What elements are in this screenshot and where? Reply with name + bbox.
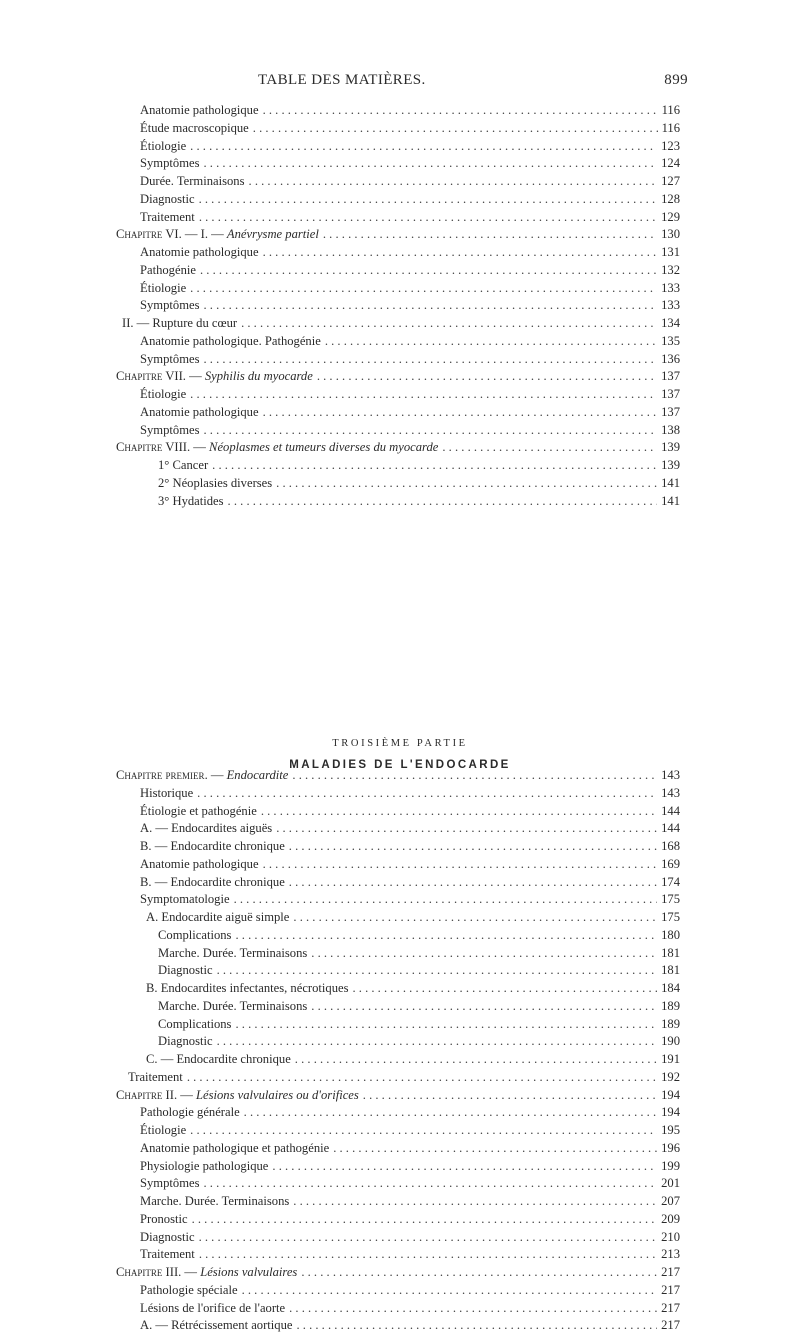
toc-page-number: 168 — [661, 839, 680, 853]
entry-text: VII. — — [162, 369, 205, 384]
toc-entry — [116, 404, 680, 422]
toc-entry-title — [140, 874, 285, 892]
toc-page-number: 136 — [661, 351, 680, 366]
toc-page-number: 141 — [661, 475, 680, 490]
toc-page-number: 137 — [661, 369, 680, 384]
dot-leader — [203, 1175, 657, 1193]
toc-page-number: 143 — [661, 768, 680, 782]
toc-page-number: 175 — [661, 892, 680, 907]
toc-entry — [116, 439, 680, 457]
toc-page-number: 144 — [661, 803, 680, 818]
dot-leader — [272, 1158, 657, 1176]
toc-entry — [116, 457, 680, 475]
toc-entry-title — [140, 856, 259, 874]
part-label: TROISIÈME PARTIE — [332, 738, 468, 749]
toc-page-number: 116 — [661, 120, 680, 135]
toc-entry-title — [140, 138, 186, 156]
dot-leader — [293, 909, 657, 927]
toc-entry — [116, 998, 680, 1016]
entry-text: Diagnostic — [140, 191, 195, 206]
entry-text: II. — — [162, 1087, 196, 1102]
toc-entry — [116, 1317, 680, 1335]
toc-entry — [116, 1016, 680, 1034]
dot-leader — [203, 297, 657, 315]
dot-leader — [212, 457, 657, 475]
toc-page-number: 174 — [661, 874, 680, 889]
entry-text: Pathogénie — [140, 262, 196, 277]
entry-text: Étiologie — [140, 138, 187, 153]
toc-entry-title — [140, 1229, 195, 1247]
toc-entry-title — [158, 927, 231, 945]
toc-entry-title — [140, 280, 186, 298]
toc-page-number: 128 — [661, 191, 680, 206]
toc-page-number: 132 — [661, 262, 680, 277]
toc-page-number: 139 — [661, 440, 680, 455]
toc-page-number: 217 — [661, 1300, 680, 1315]
toc-page-number: 139 — [661, 458, 680, 472]
toc-entry — [116, 838, 680, 856]
toc-entry-title — [140, 422, 199, 440]
toc-entry-title — [158, 998, 307, 1016]
toc-entry — [116, 226, 680, 244]
toc-entry-title — [140, 1193, 289, 1211]
entry-text: Diagnostic — [158, 1034, 213, 1049]
dot-leader — [190, 1122, 657, 1140]
toc-entry — [116, 980, 680, 998]
dot-leader — [228, 493, 658, 511]
toc-page-number: 194 — [661, 1087, 680, 1102]
dot-leader — [296, 1317, 657, 1335]
dot-leader — [293, 1193, 657, 1211]
toc-entry-title — [158, 493, 224, 511]
toc-page-number: 133 — [661, 298, 680, 313]
dot-leader — [263, 244, 658, 262]
entry-text: Symptômes — [140, 422, 200, 437]
entry-text: . — — [204, 768, 227, 782]
toc-page-number: 181 — [661, 945, 680, 960]
toc-entry — [116, 493, 680, 511]
toc-page-number: 131 — [661, 245, 680, 259]
toc-entry — [116, 1158, 680, 1176]
entry-text: Complications — [158, 1016, 232, 1031]
toc-page-number: 137 — [661, 404, 680, 419]
toc-page-number: 184 — [661, 981, 680, 995]
chapter-title: Syphilis du myocarde — [204, 369, 313, 384]
toc-entry — [116, 351, 680, 369]
dot-leader — [199, 1229, 658, 1247]
dot-leader — [442, 439, 657, 457]
entry-text: Physiologie pathologique — [140, 1158, 269, 1173]
toc-page-number: 175 — [661, 910, 680, 924]
toc-page-number: 123 — [661, 138, 680, 153]
toc-page-number: 138 — [661, 422, 680, 437]
toc-entry-title — [140, 191, 195, 209]
toc-entry — [116, 945, 680, 963]
toc-page-number: 133 — [661, 280, 680, 295]
entry-text: Symptômes — [140, 1176, 200, 1191]
toc-entry-title — [140, 351, 199, 369]
toc-entry-title — [158, 457, 208, 475]
dot-leader — [253, 120, 658, 138]
toc-page-number: 189 — [661, 998, 680, 1013]
entry-text: Étiologie — [140, 1123, 187, 1137]
toc-entry-title — [140, 891, 230, 909]
chapter-title: Lésions valvulaires ou d'orifices — [195, 1087, 359, 1102]
toc-page-number: 192 — [661, 1069, 680, 1084]
chapter-label: Chapitre — [116, 1265, 163, 1279]
dot-leader — [200, 262, 657, 280]
toc-page-number: 190 — [661, 1034, 680, 1049]
entry-text: Durée. Terminaisons — [140, 174, 245, 188]
running-header — [258, 72, 688, 92]
toc-entry-title — [140, 1211, 188, 1229]
entry-text: Diagnostic — [140, 1229, 195, 1244]
toc-page-number: 137 — [661, 387, 680, 401]
chapter-title: Anévrysme partiel — [226, 227, 319, 242]
toc-entry — [116, 1122, 680, 1140]
toc-entry-title — [140, 820, 272, 838]
part-title: MALADIES DE L'ENDOCARDE — [289, 759, 511, 771]
entry-text: Historique — [140, 785, 194, 800]
toc-entry-title — [116, 767, 288, 785]
toc-entry-title — [140, 173, 245, 191]
entry-text: Complications — [158, 927, 232, 942]
chapter-title: Endocardite — [226, 768, 289, 782]
entry-text: Anatomie pathologique. Pathogénie — [140, 333, 321, 348]
dot-leader — [263, 404, 658, 422]
toc-entry — [116, 191, 680, 209]
header-title: TABLE DES MATIÈRES. — [258, 72, 426, 88]
toc-entry-title — [116, 226, 319, 244]
entry-text: Symptômes — [140, 351, 200, 366]
entry-text: B. — Endocardite chronique — [140, 874, 285, 889]
dot-leader — [311, 998, 657, 1016]
header-page-number: 899 — [664, 72, 688, 88]
toc-entry-title — [140, 785, 193, 803]
entry-text: 1° Cancer — [158, 458, 209, 472]
toc-entry — [116, 785, 680, 803]
toc-entry — [116, 927, 680, 945]
chapter-label: Chapitre — [116, 369, 163, 384]
dot-leader — [203, 351, 657, 369]
toc-entry-title — [116, 1087, 359, 1105]
dot-leader — [190, 280, 657, 298]
dot-leader — [203, 155, 657, 173]
toc-entry — [116, 1193, 680, 1211]
dot-leader — [333, 1140, 657, 1158]
toc-entry-title — [140, 120, 249, 138]
dot-leader — [187, 1069, 657, 1087]
entry-text: B. Endocardites infectantes, nécrotiques — [146, 981, 349, 995]
entry-text: Marche. Durée. Terminaisons — [158, 998, 308, 1013]
toc-page-number: 210 — [661, 1229, 680, 1244]
toc-page-number: 191 — [661, 1052, 680, 1066]
toc-entry-title — [140, 244, 259, 262]
toc-entry-title — [158, 945, 307, 963]
dot-leader — [199, 209, 657, 227]
dot-leader — [197, 785, 657, 803]
toc-entry — [116, 1211, 680, 1229]
toc-section-2nd-part-continued — [116, 102, 680, 510]
dot-leader — [242, 1282, 658, 1300]
toc-entry — [116, 1140, 680, 1158]
entry-text: C. — Endocardite chronique — [146, 1052, 291, 1066]
toc-entry — [116, 422, 680, 440]
dot-leader — [192, 1211, 658, 1229]
toc-entry — [116, 368, 680, 386]
toc-entry-title — [140, 1317, 292, 1335]
toc-entry-title — [140, 262, 196, 280]
toc-entry — [116, 874, 680, 892]
toc-page-number: 169 — [661, 856, 680, 871]
toc-entry — [116, 1229, 680, 1247]
dot-leader — [190, 386, 657, 404]
toc-entry-title — [146, 980, 348, 998]
toc-page-number: 180 — [661, 927, 680, 942]
toc-entry-title — [140, 1300, 285, 1318]
toc-entry-title — [140, 1282, 238, 1300]
dot-leader — [249, 173, 658, 191]
toc-entry — [116, 1051, 680, 1069]
entry-text: Pathologie spéciale — [140, 1282, 238, 1297]
toc-page-number: 181 — [661, 963, 680, 978]
toc-entry — [116, 909, 680, 927]
dot-leader — [263, 102, 658, 120]
dot-leader — [295, 1051, 657, 1069]
toc-page-number: 135 — [661, 333, 680, 348]
toc-entry-title — [140, 838, 285, 856]
toc-entry-title — [116, 439, 438, 457]
toc-entry-title — [116, 368, 313, 386]
toc-entry — [116, 820, 680, 838]
toc-section-3rd-part — [116, 767, 680, 1335]
toc-entry — [116, 173, 680, 191]
chapter-title: Néoplasmes et tumeurs diverses du myocarde — [209, 440, 439, 455]
entry-text: Étiologie — [140, 280, 187, 295]
toc-entry — [116, 803, 680, 821]
chapter-label: Chapitre premier — [116, 768, 205, 782]
toc-entry — [116, 1264, 680, 1282]
entry-text: Lésions de l'orifice de l'aorte — [140, 1300, 286, 1315]
toc-page-number: 195 — [661, 1123, 680, 1137]
toc-page-number: 116 — [661, 103, 680, 117]
toc-page-number: 141 — [661, 493, 680, 508]
dot-leader — [199, 191, 658, 209]
entry-text: Pronostic — [140, 1211, 188, 1226]
toc-entry-title — [158, 1033, 213, 1051]
entry-text: III. — — [162, 1265, 201, 1279]
dot-leader — [311, 945, 657, 963]
toc-entry — [116, 209, 680, 227]
dot-leader — [301, 1264, 657, 1282]
toc-entry — [116, 297, 680, 315]
toc-page-number: 201 — [661, 1176, 680, 1191]
entry-text: Diagnostic — [158, 963, 213, 978]
toc-entry-title — [140, 1246, 195, 1264]
toc-entry — [116, 120, 680, 138]
dot-leader — [235, 1016, 657, 1034]
entry-text: B. — Endocardite chronique — [140, 839, 285, 853]
toc-entry-title — [158, 1016, 231, 1034]
toc-entry-title — [140, 297, 199, 315]
dot-leader — [289, 874, 657, 892]
entry-text: Symptômes — [140, 298, 200, 313]
toc-entry — [116, 962, 680, 980]
toc-page-number: 207 — [661, 1194, 680, 1208]
dot-leader — [276, 820, 657, 838]
entry-text: 3° Hydatides — [158, 493, 224, 508]
dot-leader — [276, 475, 657, 493]
entry-text: Anatomie pathologique — [140, 245, 259, 259]
toc-entry-title — [158, 962, 213, 980]
toc-entry — [116, 1175, 680, 1193]
dot-leader — [292, 767, 657, 785]
dot-leader — [325, 333, 657, 351]
toc-entry — [116, 1104, 680, 1122]
dot-leader — [234, 891, 658, 909]
entry-text: Anatomie pathologique — [140, 856, 259, 871]
dot-leader — [363, 1087, 657, 1105]
toc-entry-title — [128, 1069, 183, 1087]
toc-entry — [116, 767, 680, 785]
entry-text: Pathologie générale — [140, 1105, 240, 1120]
dot-leader — [241, 315, 657, 333]
toc-entry-title — [122, 315, 237, 333]
toc-page-number: 124 — [661, 156, 680, 171]
toc-entry-title — [140, 209, 195, 227]
toc-entry — [116, 475, 680, 493]
toc-entry-title — [146, 1051, 291, 1069]
dot-leader — [289, 1300, 657, 1318]
toc-entry-title — [140, 1158, 268, 1176]
toc-entry — [116, 244, 680, 262]
entry-text: Traitement — [128, 1069, 183, 1084]
toc-page-number: 209 — [661, 1211, 680, 1226]
toc-entry — [116, 262, 680, 280]
dot-leader — [261, 803, 657, 821]
toc-page-number: 217 — [661, 1318, 680, 1333]
entry-text: II. — Rupture du cœur — [122, 316, 238, 330]
toc-entry-title — [140, 404, 259, 422]
toc-entry-title — [140, 1175, 199, 1193]
toc-entry — [116, 1300, 680, 1318]
entry-text: Marche. Durée. Terminaisons — [140, 1194, 290, 1208]
toc-page-number: 194 — [661, 1105, 680, 1120]
toc-entry-title — [140, 386, 186, 404]
entry-text: Traitement — [140, 209, 195, 224]
entry-text: Symptômes — [140, 156, 200, 171]
entry-text: Traitement — [140, 1247, 195, 1262]
chapter-label: Chapitre — [116, 1087, 163, 1102]
entry-text: A. — Rétrécissement aortique — [140, 1318, 293, 1333]
toc-entry — [116, 1282, 680, 1300]
entry-text: VIII. — — [162, 440, 210, 455]
entry-text: Symptomatologie — [140, 892, 230, 907]
toc-entry-title — [116, 1264, 297, 1282]
entry-text: VI. — I. — — [162, 227, 227, 242]
toc-page-number: 217 — [661, 1282, 680, 1297]
chapter-label: Chapitre — [116, 227, 163, 242]
toc-page-number: 130 — [661, 227, 680, 242]
dot-leader — [352, 980, 657, 998]
dot-leader — [263, 856, 658, 874]
toc-entry — [116, 1069, 680, 1087]
toc-entry — [116, 891, 680, 909]
dot-leader — [217, 1033, 658, 1051]
toc-entry-title — [140, 333, 321, 351]
toc-entry — [116, 1033, 680, 1051]
toc-entry — [116, 315, 680, 333]
dot-leader — [217, 962, 658, 980]
entry-text: Étiologie — [140, 387, 187, 401]
toc-entry-title — [140, 803, 257, 821]
toc-entry-title — [140, 1140, 329, 1158]
toc-entry — [116, 155, 680, 173]
toc-entry-title — [146, 909, 289, 927]
chapter-title: Lésions valvulaires — [200, 1265, 298, 1279]
toc-page-number: 189 — [661, 1016, 680, 1031]
toc-page-number: 143 — [661, 785, 680, 800]
dot-leader — [323, 226, 657, 244]
toc-entry — [116, 280, 680, 298]
toc-entry — [116, 386, 680, 404]
entry-text: Anatomie pathologique et pathogénie — [140, 1140, 330, 1155]
toc-page-number: 134 — [661, 316, 680, 330]
entry-text: Anatomie pathologique — [140, 103, 259, 117]
toc-entry-title — [158, 475, 272, 493]
entry-text: Marche. Durée. Terminaisons — [158, 945, 308, 960]
toc-entry-title — [140, 1122, 186, 1140]
toc-entry-title — [140, 102, 259, 120]
entry-text: A. Endocardite aiguë simple — [146, 910, 290, 924]
dot-leader — [199, 1246, 657, 1264]
toc-entry-title — [140, 1104, 240, 1122]
toc-entry — [116, 138, 680, 156]
entry-text: 2° Néoplasies diverses — [158, 475, 273, 490]
toc-entry — [116, 102, 680, 120]
toc-page-number: 199 — [661, 1158, 680, 1173]
dot-leader — [244, 1104, 657, 1122]
dot-leader — [190, 138, 657, 156]
toc-entry — [116, 856, 680, 874]
entry-text: Étiologie et pathogénie — [140, 803, 257, 818]
dot-leader — [235, 927, 657, 945]
toc-entry-title — [140, 155, 199, 173]
toc-page-number: 129 — [661, 209, 680, 224]
entry-text: A. — Endocardites aiguës — [140, 821, 273, 836]
toc-entry — [116, 1087, 680, 1105]
dot-leader — [317, 368, 657, 386]
dot-leader — [203, 422, 657, 440]
toc-page-number: 196 — [661, 1140, 680, 1155]
toc-entry — [116, 1246, 680, 1264]
entry-text: Étude macroscopique — [140, 120, 249, 135]
chapter-label: Chapitre — [116, 440, 163, 455]
toc-entry — [116, 333, 680, 351]
toc-page-number: 213 — [661, 1247, 680, 1262]
toc-page-number: 217 — [661, 1265, 680, 1279]
toc-page-number: 144 — [661, 821, 680, 836]
dot-leader — [289, 838, 657, 856]
toc-page-number: 127 — [661, 174, 680, 188]
entry-text: Anatomie pathologique — [140, 404, 259, 419]
